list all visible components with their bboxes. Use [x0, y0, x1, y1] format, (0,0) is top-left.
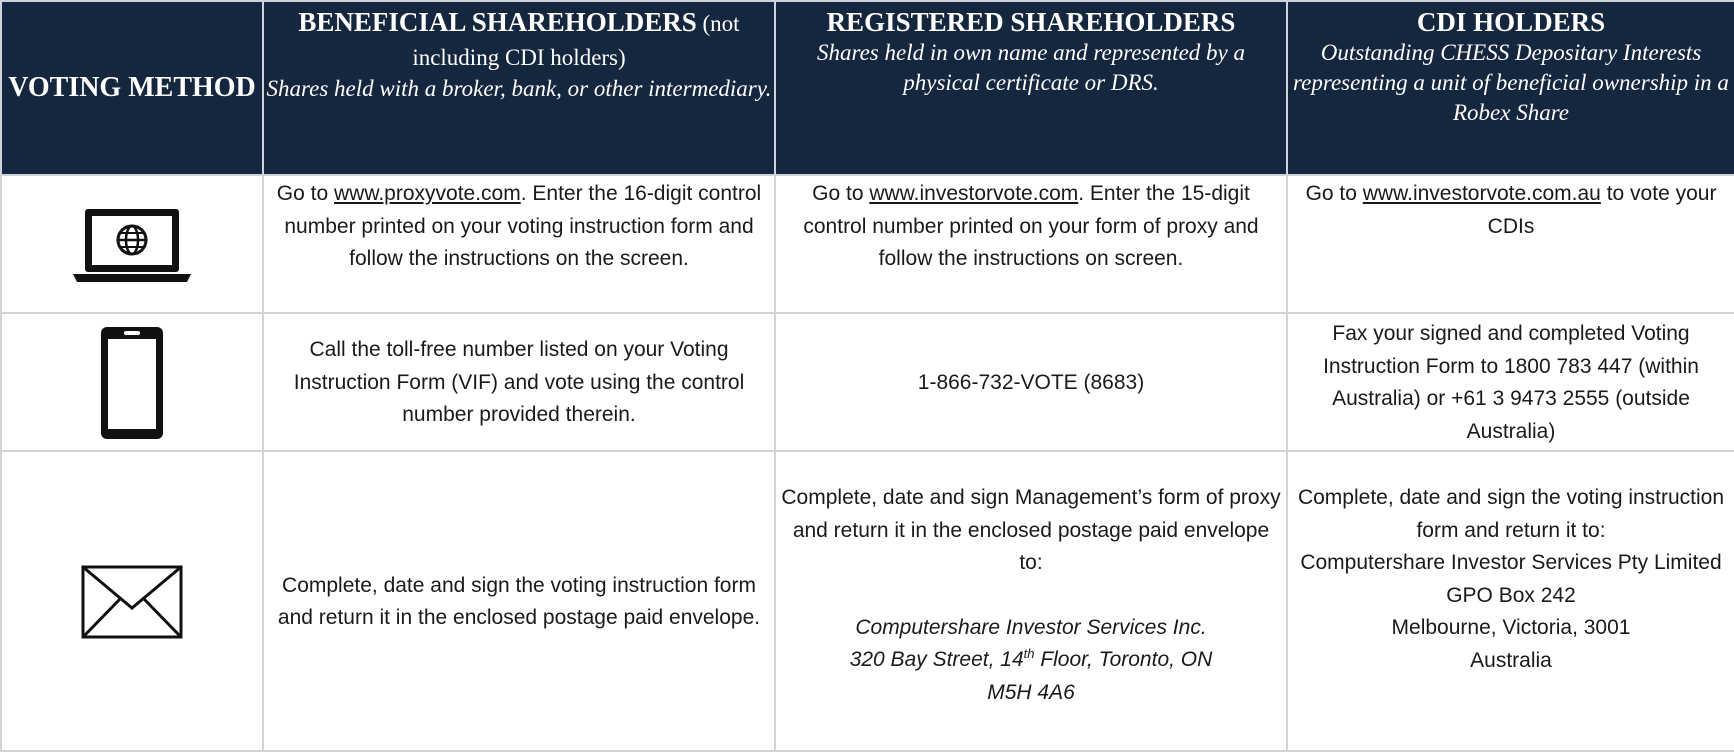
cdi-title: CDI HOLDERS	[1416, 7, 1606, 37]
header-beneficial	[263, 1, 775, 175]
phone-icon-cell	[1, 313, 263, 451]
investorvote-link[interactable]: www.investorvote.com	[869, 182, 1079, 205]
cdi-address-line3: Melbourne, Victoria, 3001	[1391, 616, 1631, 639]
beneficial-title: BENEFICIAL SHAREHOLDERS (not including CDI holders)	[298, 7, 740, 70]
cdi-address-line4: Australia	[1470, 648, 1552, 672]
voting-method-title: VOTING METHOD	[8, 72, 256, 103]
mail-icon-cell	[1, 451, 263, 751]
registered-address-line1: Computershare Investor Services Inc.	[855, 615, 1207, 639]
internet-beneficial: Go to www.proxyvote.com. Enter the 16-digit control number printed on your voting instruction form and follow the instructions on the screen.	[263, 175, 775, 313]
header-row	[1, 1, 1734, 175]
header-registered	[775, 1, 1287, 175]
internet-row	[1, 175, 1734, 313]
internet-registered: Go to www.investorvote.com. Enter the 15-digit control number printed on your form of proxy and follow the instructions on screen.	[775, 175, 1287, 313]
mobile-phone-icon	[99, 325, 165, 441]
envelope-icon	[80, 564, 184, 640]
phone-row	[1, 313, 1734, 451]
investorvote-au-link[interactable]: www.investorvote.com.au	[1362, 182, 1601, 205]
internet-icon-cell	[1, 175, 263, 313]
internet-cdi: Go to www.investorvote.com.au to vote your CDIs	[1287, 175, 1734, 313]
header-voting-method	[1, 1, 263, 175]
registered-address-line2: 320 Bay Street, 14th Floor, Toronto, ON	[849, 646, 1213, 671]
proxyvote-link[interactable]: www.proxyvote.com	[334, 182, 521, 205]
cdi-address-line2: GPO Box 242	[1446, 583, 1576, 607]
mail-registered	[775, 451, 1287, 751]
mail-beneficial: Complete, date and sign the voting instruction form and return it in the enclosed postage paid envelope.	[263, 451, 775, 751]
registered-title: REGISTERED SHAREHOLDERS	[826, 7, 1236, 37]
mail-cdi	[1287, 451, 1734, 751]
mail-cdi-intro: Complete, date and sign the voting instruction form and return it to:	[1297, 486, 1725, 542]
mail-row	[1, 451, 1734, 751]
phone-cdi: Fax your signed and completed Voting Instruction Form to 1800 783 447 (within Australia) or +61 3 9473 2555 (outside Australia)	[1287, 313, 1734, 451]
phone-registered: 1-866-732-VOTE (8683)	[775, 313, 1287, 451]
cdi-address-line1: Computershare Investor Services Pty Limited	[1300, 551, 1722, 574]
laptop-globe-icon	[71, 206, 193, 284]
beneficial-subtitle: Shares held with a broker, bank, or other intermediary.	[266, 76, 772, 101]
header-cdi	[1287, 1, 1734, 175]
phone-beneficial: Call the toll-free number listed on your Voting Instruction Form (VIF) and vote using the control number provided therein.	[263, 313, 775, 451]
beneficial-title-suffix: (not including CDI holders)	[412, 11, 740, 70]
mail-registered-text: Complete, date and sign Management’s form of proxy and return it in the enclosed postage paid envelope to:	[781, 486, 1281, 574]
registered-address-line3: M5H 4A6	[987, 680, 1075, 704]
cdi-subtitle: Outstanding CHESS Depositary Interests representing a unit of beneficial ownership in a Robex Share	[1293, 40, 1729, 125]
registered-subtitle: Shares held in own name and represented by a physical certificate or DRS.	[817, 40, 1245, 95]
